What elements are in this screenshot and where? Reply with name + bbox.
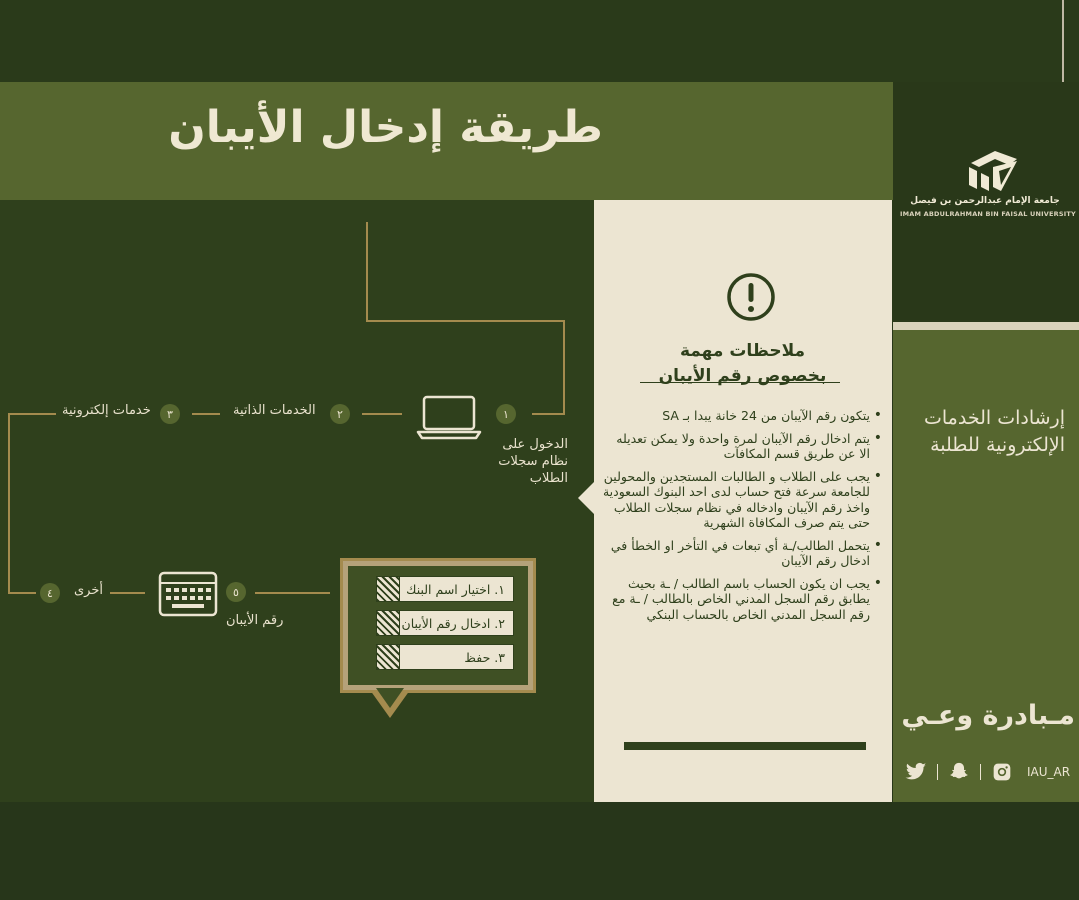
university-name-ar: جامعة الإمام عبدالرحمن بن فيصل xyxy=(910,196,1060,206)
list-item: • يتم ادخال رقم الآيبان لمرة واحدة ولا يمكن تعديله الا عن طريق قسم المكافآت xyxy=(602,431,882,462)
sidebar-divider xyxy=(893,322,1079,330)
option-label: ١. اختيار اسم البنك xyxy=(406,581,505,597)
hatch-decoration xyxy=(377,577,400,601)
step-label: رقم الأيبان xyxy=(226,613,284,628)
step-label: الخدمات الذاتية xyxy=(233,403,316,418)
instagram-icon[interactable] xyxy=(991,761,1013,783)
connector-line xyxy=(362,413,402,415)
university-logo-icon xyxy=(965,145,1023,195)
connector-line xyxy=(192,413,220,415)
university-name-en: IMAM ABDULRAHMAN BIN FAISAL UNIVERSITY xyxy=(900,210,1076,218)
social-handle[interactable]: IAU_AR xyxy=(1027,765,1071,779)
sidebar-panel xyxy=(893,330,1079,802)
twitter-icon[interactable] xyxy=(905,761,927,783)
step-number: ٤ xyxy=(40,583,60,603)
step-label: خدمات إلكترونية xyxy=(62,403,151,418)
notes-pointer xyxy=(578,482,594,514)
page-title: طريقة إدخال الأيبان xyxy=(168,102,603,153)
notes-bottom-bar xyxy=(624,742,866,750)
connector-line xyxy=(8,413,56,415)
connector-line xyxy=(366,222,368,321)
step-number: ٥ xyxy=(226,582,246,602)
step-label: أخرى xyxy=(74,583,103,598)
notes-heading: ملاحظات مهمة xyxy=(679,341,806,361)
laptop-icon xyxy=(416,394,482,442)
keyboard-icon xyxy=(158,571,218,617)
step-label: الدخول على نظام سجلات الطلاب xyxy=(498,437,568,486)
connector-line xyxy=(8,592,36,594)
option-save xyxy=(376,644,514,670)
social-bar xyxy=(905,758,1075,786)
connector-line xyxy=(532,413,565,415)
list-item: • يجب ان يكون الحساب باسم الطالب / ـة بحيث يطابق رقم السجل المدني الخاص بالطالب / ـة مع رقم السجل المدني الخاص بالحساب البنكي xyxy=(602,576,882,623)
option-label: ٣. حفظ xyxy=(464,649,505,665)
connector-line xyxy=(8,413,10,593)
connector-line xyxy=(110,592,145,594)
initiative-title: مـبادرة وعـي xyxy=(901,700,1075,731)
step-number: ٢ xyxy=(330,404,350,424)
step-number: ١ xyxy=(496,404,516,424)
notes-subheading: بخصوص رقم الأيبان xyxy=(658,366,827,386)
service-title: إرشادات الخدمات الإلكترونية للطلبة xyxy=(924,407,1065,456)
hatch-decoration xyxy=(377,645,400,669)
option-select-bank xyxy=(376,576,514,602)
connector-line xyxy=(563,320,565,414)
bottom-band xyxy=(0,802,1079,900)
connector-line xyxy=(366,320,564,322)
title-bar xyxy=(0,82,893,200)
list-item: • يتكون رقم الآيبان من 24 خانة يبدا بـ SA xyxy=(602,408,882,424)
step-number: ٣ xyxy=(160,404,180,424)
social-separator xyxy=(937,764,938,780)
option-enter-iban xyxy=(376,610,514,636)
option-label: ٢. ادخال رقم الأيبان xyxy=(401,615,505,631)
list-item: • يجب على الطلاب و الطالبات المستجدين والمحولين للجامعة سرعة فتح حساب لدى احد البنوك السعودية واخذ رقم الآيبان وادخاله في نظام سجلات الطلاب حتى يتم صرف المكافاة الشهرية xyxy=(602,469,882,531)
social-separator xyxy=(980,764,981,780)
list-item: • يتحمل الطالب/ـة أي تبعات في التأخر او الخطأ في ادخال رقم الآيبان xyxy=(602,538,882,569)
warning-icon xyxy=(726,272,776,322)
snapchat-icon[interactable] xyxy=(948,761,970,783)
top-band xyxy=(0,0,1079,82)
notes-list xyxy=(602,408,882,629)
connector-line xyxy=(255,592,330,594)
bubble-tail-inner xyxy=(376,688,404,708)
hatch-decoration xyxy=(377,611,400,635)
steps-panel xyxy=(0,200,594,802)
options-bubble xyxy=(340,558,536,693)
